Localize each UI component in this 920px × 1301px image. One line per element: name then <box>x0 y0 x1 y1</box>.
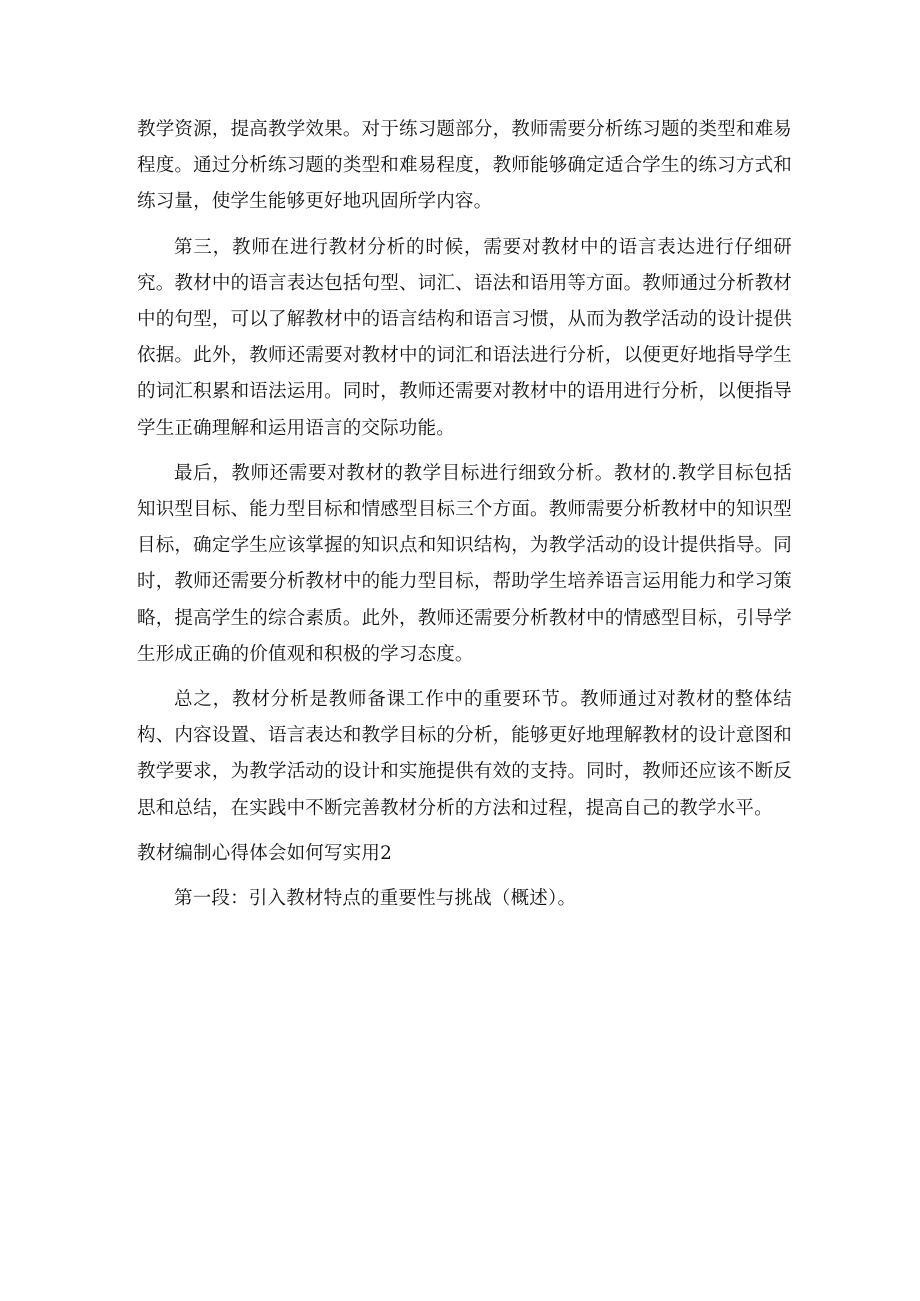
document-body <box>137 112 792 926</box>
paragraph-conclusion: 总之，教材分析是教师备课工作中的重要环节。教师通过对教材的整体结构、内容设置、语言表达和教学目标的分析，能够更好地理解教材的设计意图和教学要求，为教学活动的设计和实施提供有效的支持。同时，教师还应该不断反思和总结，在实践中不断完善教材分析的方法和过程，提高自己的教学水平。 <box>137 689 792 819</box>
paragraph-continuation: 教学资源，提高教学效果。对于练习题部分，教师需要分析练习题的类型和难易程度。通过分析练习题的类型和难易程度，教师能够确定适合学生的练习方式和练习量，使学生能够更好地巩固所学内容。 <box>137 119 792 213</box>
section-heading: 教材编制心得体会如何写实用2 <box>137 842 393 864</box>
section-first-paragraph: 第一段：引入教材特点的重要性与挑战（概述）。 <box>174 888 577 910</box>
paragraph-teaching-goals: 最后，教师还需要对教材的教学目标进行细致分析。教材的.教学目标包括知识型目标、能力型目标和情感型目标三个方面。教师需要分析教材中的知识型目标，确定学生应该掌握的知识点和知识结构，为教学活动的设计提供指导。同时，教师还需要分析教材中的能力型目标，帮助学生培养语言运用能力和学习策略，提高学生的综合素质。此外，教师还需要分析教材中的情感型目标，引导学生形成正确的价值观和积极的学习态度。 <box>137 462 792 665</box>
paragraph-language-analysis: 第三，教师在进行教材分析的时候，需要对教材中的语言表达进行仔细研究。教材中的语言表达包括句型、词汇、语法和语用等方面。教师通过分析教材中的句型，可以了解教材中的语言结构和语言习惯，从而为教学活动的设计提供依据。此外，教师还需要对教材中的词汇和语法进行分析，以便更好地指导学生的词汇积累和语法运用。同时，教师还需要对教材中的语用进行分析，以便指导学生正确理解和运用语言的交际功能。 <box>137 236 792 439</box>
